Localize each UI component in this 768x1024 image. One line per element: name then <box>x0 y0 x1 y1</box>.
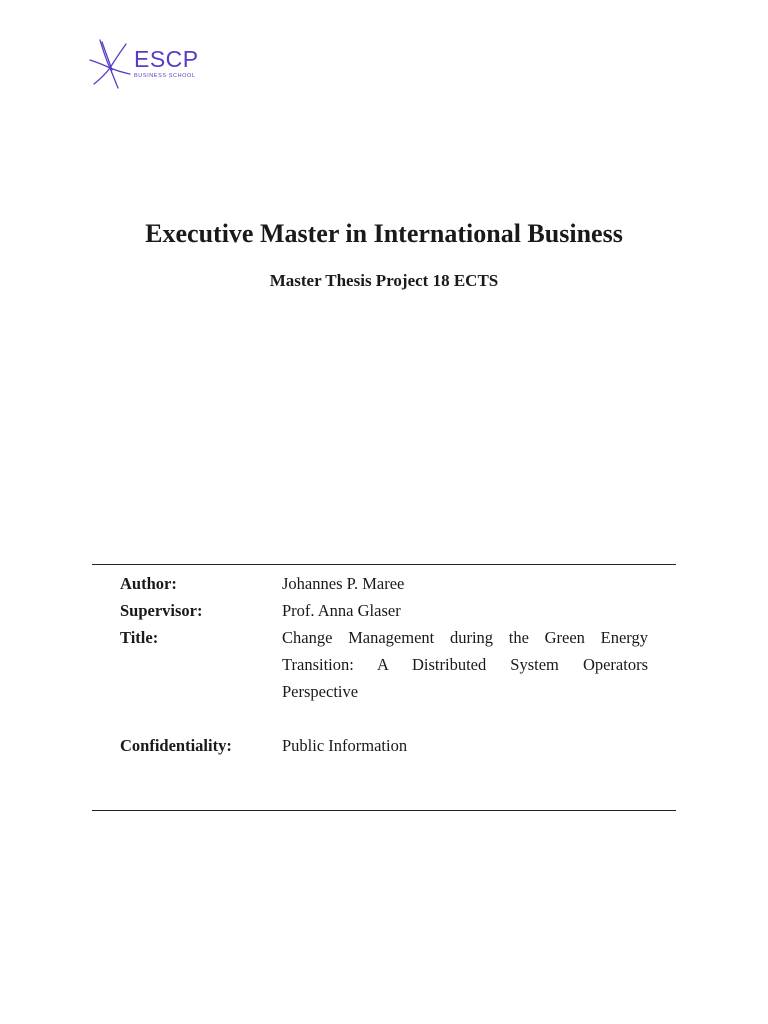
supervisor-label: Supervisor: <box>120 601 203 620</box>
top-divider <box>92 564 676 565</box>
bottom-divider <box>92 810 676 811</box>
title-row <box>120 624 660 705</box>
document-title: Executive Master in International Business <box>145 219 623 248</box>
logo-subtext: BUSINESS SCHOOL <box>134 73 196 79</box>
thesis-info-block <box>120 570 660 759</box>
supervisor-value: Prof. Anna Glaser <box>282 601 401 620</box>
confidentiality-label: Confidentiality: <box>120 736 232 755</box>
logo-wordmark: ESCP <box>134 46 199 72</box>
star-burst-icon <box>88 38 132 90</box>
confidentiality-value: Public Information <box>282 736 408 755</box>
title-value: Change Management during the Green Energy Transition: A Distributed System Operators Perspective <box>282 628 648 701</box>
escp-logo <box>88 38 218 90</box>
title-label: Title: <box>120 628 159 647</box>
author-label: Author: <box>120 574 177 593</box>
author-row <box>120 570 660 597</box>
document-subtitle: Master Thesis Project 18 ECTS <box>269 271 499 290</box>
supervisor-row <box>120 597 660 624</box>
confidentiality-row <box>120 732 660 759</box>
author-value: Johannes P. Maree <box>282 574 405 593</box>
